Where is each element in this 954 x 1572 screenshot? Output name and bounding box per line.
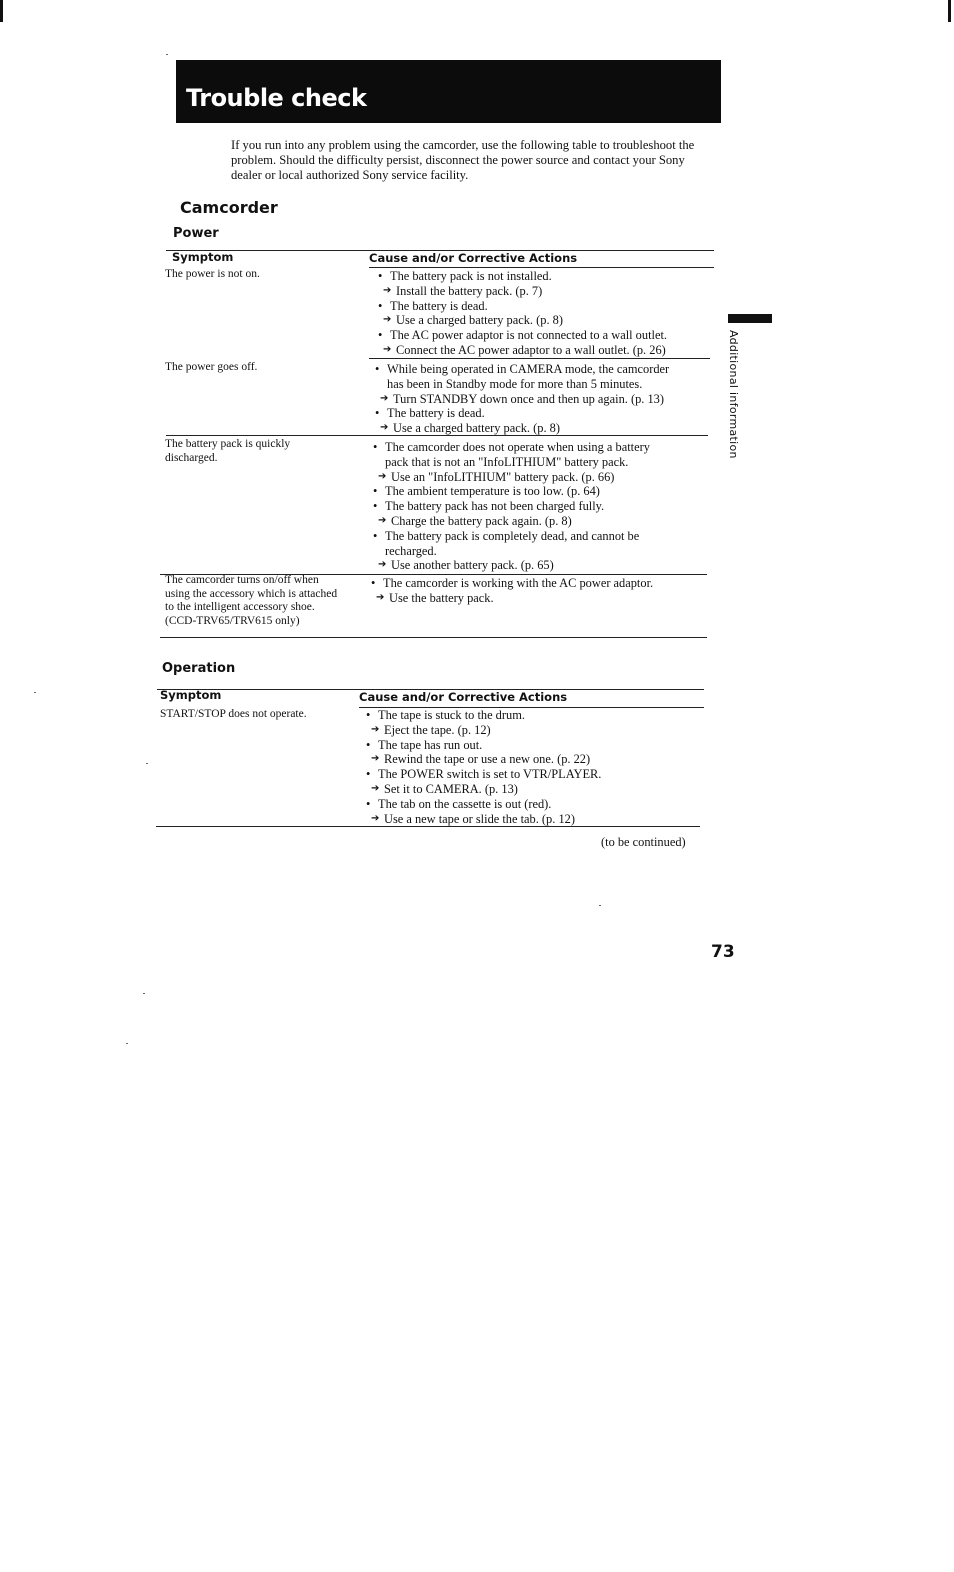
cause-item: • The battery pack is completely dead, and cannot be (373, 528, 640, 543)
page-number: 73 (711, 942, 735, 962)
cause-text: The POWER switch is set to VTR/PLAYER. (378, 767, 602, 782)
action-text: Install the battery pack. (p. 7) (396, 283, 543, 298)
continued-note: (to be continued) (601, 835, 686, 849)
power-row-3-symptom (165, 438, 365, 465)
page-title: Trouble check (186, 84, 367, 112)
power-row-2-symptom (165, 361, 365, 375)
symptom-line: to the intelligent accessory shoe. (165, 601, 315, 613)
cause-item: • The battery is dead. (375, 406, 485, 421)
symptom-line: using the accessory which is attached (165, 587, 338, 600)
action-text: Use a charged battery pack. (p. 8) (393, 421, 560, 436)
title-banner (176, 60, 721, 123)
cause-text: The battery pack is completely dead, and cannot be (385, 528, 640, 543)
symptom-line: (CCD-TRV65/TRV615 only) (165, 614, 300, 627)
action-text: Use a charged battery pack. (p. 8) (396, 313, 563, 328)
cause-continuation: pack that is not an "InfoLITHIUM" battery pack. (385, 454, 629, 469)
cause-text: The battery pack is not installed. (390, 269, 552, 283)
action-text: Set it to CAMERA. (p. 13) (384, 781, 518, 796)
cause-item: • The AC power adaptor is not connected to a wall outlet. (378, 328, 667, 343)
power-row-2-causes (375, 362, 720, 436)
power-row-2-rule (166, 435, 708, 436)
scan-speck (166, 54, 168, 55)
action-text: Use a new tape or slide the tab. (p. 12) (384, 811, 575, 826)
power-row-4-causes (371, 576, 716, 606)
cause-item: • The ambient temperature is too low. (p. 64) (373, 484, 600, 499)
cause-continuation: recharged. (385, 543, 437, 558)
action-text: Rewind the tape or use a new one. (p. 22) (384, 752, 591, 767)
arrow-right-icon: ➔ (383, 284, 392, 296)
arrow-right-icon: ➔ (378, 514, 387, 526)
operation-row-1-causes (366, 708, 711, 826)
action-text: Turn STANDBY down once and then up again. (p. 13) (393, 391, 664, 406)
cause-text: The battery is dead. (387, 406, 485, 421)
operation-cause-header: Cause and/or Corrective Actions (359, 690, 568, 704)
cause-item: • While being operated in CAMERA mode, the camcorder (375, 362, 670, 376)
action-item (375, 421, 720, 436)
cause-text: The camcorder does not operate when using a battery (385, 440, 650, 454)
action-text: Connect the AC power adaptor to a wall outlet. (p. 26) (396, 342, 666, 357)
operation-heading: Operation (162, 661, 236, 676)
cause-item: • The battery pack has not been charged fully. (373, 499, 605, 514)
power-header-rule (369, 267, 714, 268)
cause-item: • The camcorder does not operate when using a battery (373, 440, 650, 454)
symptom-line: START/STOP does not operate. (160, 708, 307, 720)
action-item (378, 284, 723, 299)
scan-speck (126, 1043, 128, 1044)
arrow-right-icon: ➔ (383, 314, 392, 326)
power-row-1-causes (378, 269, 723, 358)
action-item (373, 470, 718, 485)
action-item (373, 558, 718, 573)
action-item (378, 343, 723, 358)
action-text: Eject the tape. (p. 12) (384, 722, 491, 737)
arrow-right-icon: ➔ (378, 470, 387, 482)
action-item (373, 514, 718, 529)
symptom-line: The power is not on. (165, 268, 260, 280)
cause-text: The tape is stuck to the drum. (378, 708, 525, 722)
cause-text: The battery is dead. (390, 298, 488, 313)
arrow-right-icon: ➔ (371, 812, 380, 824)
cause-text: The tape has run out. (378, 737, 483, 752)
scan-speck (143, 993, 145, 994)
power-row-3-causes (373, 440, 718, 573)
action-item (378, 313, 723, 328)
scan-edge-mark-right (948, 0, 951, 22)
cause-text: The ambient temperature is too low. (p. 64) (385, 484, 600, 499)
section-heading: Camcorder (180, 198, 278, 217)
power-bottom-rule (160, 637, 707, 638)
symptom-line: discharged. (165, 451, 218, 464)
cause-text: The tab on the cassette is out (red). (378, 796, 552, 811)
cause-continuation: has been in Standby mode for more than 5 minutes. (387, 376, 643, 391)
cause-text: The AC power adaptor is not connected to a wall outlet. (390, 328, 667, 343)
operation-bottom-rule (156, 826, 700, 827)
symptom-line: The battery pack is quickly (165, 438, 291, 450)
scan-speck (146, 763, 148, 764)
operation-symptom-header: Symptom (160, 688, 222, 702)
action-text: Use an "InfoLITHIUM" battery pack. (p. 66) (391, 469, 615, 484)
scan-speck (599, 905, 601, 906)
symptom-line: The power goes off. (165, 361, 258, 373)
power-row-1-rule (369, 358, 710, 359)
action-item (366, 782, 711, 797)
cause-text: The battery pack has not been charged fully. (385, 499, 605, 514)
action-text: Charge the battery pack again. (p. 8) (391, 513, 572, 528)
arrow-right-icon: ➔ (371, 753, 380, 765)
side-tab-marker (728, 314, 772, 323)
arrow-right-icon: ➔ (376, 591, 385, 603)
action-item (371, 591, 716, 606)
arrow-right-icon: ➔ (371, 723, 380, 735)
intro-paragraph: If you run into any problem using the camcorder, use the following table to troubleshoot the problem. Should the difficulty persist, disconnect the power source and contact your Sony dealer or local authorized Sony service facility. (231, 138, 695, 182)
arrow-right-icon: ➔ (380, 392, 389, 404)
operation-row-1-symptom (160, 708, 360, 722)
action-text: Use the battery pack. (389, 590, 494, 605)
action-item (366, 723, 711, 738)
side-section-label: Additional information (727, 330, 740, 459)
cause-item: • The battery pack is not installed. (378, 269, 552, 283)
cause-text: While being operated in CAMERA mode, the camcorder (387, 362, 670, 376)
power-heading: Power (173, 226, 219, 241)
action-item (375, 392, 720, 407)
power-row-4-symptom (165, 574, 365, 628)
power-cause-header: Cause and/or Corrective Actions (369, 251, 578, 265)
action-item (366, 812, 711, 827)
power-symptom-header: Symptom (172, 250, 234, 264)
arrow-right-icon: ➔ (371, 782, 380, 794)
arrow-right-icon: ➔ (383, 343, 392, 355)
cause-item: • The tape has run out. (366, 737, 483, 752)
arrow-right-icon: ➔ (378, 559, 387, 571)
action-text: Use another battery pack. (p. 65) (391, 558, 554, 573)
scan-speck (34, 692, 36, 693)
scan-edge-mark-left (0, 0, 3, 22)
symptom-line: The camcorder turns on/off when (165, 574, 319, 586)
cause-item: • The POWER switch is set to VTR/PLAYER. (366, 767, 602, 782)
cause-item: • The battery is dead. (378, 298, 488, 313)
cause-text: The camcorder is working with the AC power adaptor. (383, 576, 654, 590)
power-row-1-symptom (165, 268, 365, 282)
action-item (366, 752, 711, 767)
arrow-right-icon: ➔ (380, 422, 389, 434)
cause-item: • The camcorder is working with the AC power adaptor. (371, 576, 654, 590)
cause-item: • The tape is stuck to the drum. (366, 708, 525, 722)
cause-item: • The tab on the cassette is out (red). (366, 796, 552, 811)
